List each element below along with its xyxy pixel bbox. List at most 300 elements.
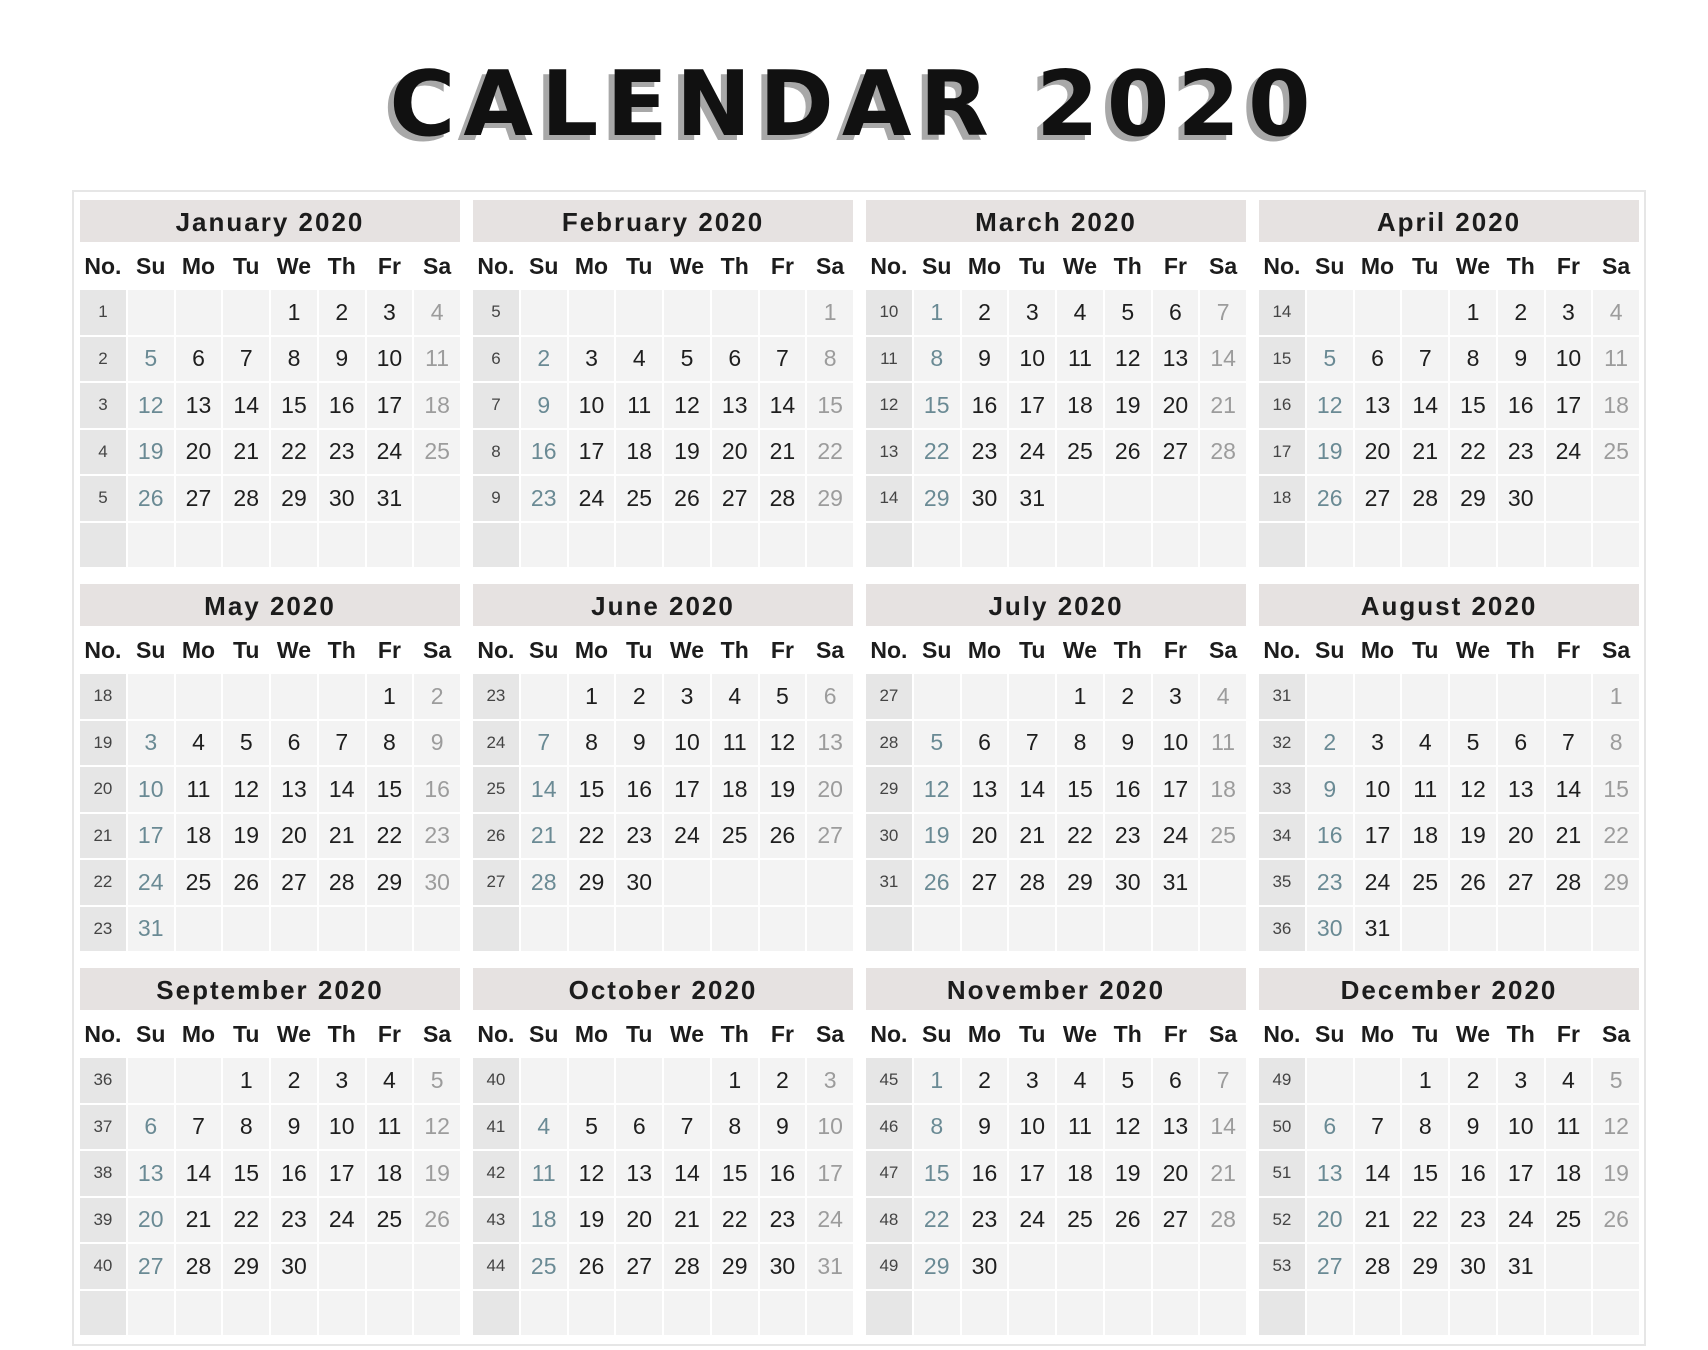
weekday-header: Su [914,244,960,288]
weekday-header: Fr [1153,1012,1199,1056]
day-cell [176,907,222,952]
week-number: 22 [80,860,126,905]
weekday-header: Fr [1546,1012,1592,1056]
day-cell [1546,523,1592,568]
day-cell: 19 [414,1151,460,1196]
day-cell [664,290,710,335]
day-cell: 22 [223,1198,269,1243]
day-cell: 16 [1450,1151,1496,1196]
day-cell: 7 [223,337,269,382]
day-cell: 31 [1009,476,1055,521]
day-cell: 6 [176,337,222,382]
day-cell [569,1291,615,1336]
week-row [866,1198,1246,1243]
day-cell [807,860,853,905]
week-row [473,430,853,475]
weekday-header: Mo [962,1012,1008,1056]
day-cell: 20 [1355,430,1401,475]
weekday-header: Tu [223,628,269,672]
day-cell [319,1244,365,1289]
weekday-header: Tu [223,1012,269,1056]
day-cell: 9 [962,337,1008,382]
week-row [473,1198,853,1243]
day-cell: 25 [616,476,662,521]
day-cell: 21 [223,430,269,475]
week-row [80,1151,460,1196]
day-cell: 23 [962,1198,1008,1243]
day-cell: 1 [271,290,317,335]
week-number: 37 [80,1105,126,1150]
day-cell: 29 [807,476,853,521]
week-row [866,767,1246,812]
day-cell: 21 [760,430,806,475]
month-table [471,1010,855,1337]
week-number: 8 [473,430,519,475]
week-number: 2 [80,337,126,382]
day-cell: 11 [1200,721,1246,766]
day-cell [914,907,960,952]
day-cell [712,290,758,335]
week-row [80,860,460,905]
day-cell [962,1291,1008,1336]
week-number: 18 [80,674,126,719]
day-cell [1105,1244,1151,1289]
day-cell: 22 [569,814,615,859]
day-cell: 1 [914,290,960,335]
month-table [864,242,1248,569]
weekday-header-row [1259,244,1639,288]
week-row [80,1058,460,1103]
day-cell [1200,860,1246,905]
weekday-header: Su [1307,244,1353,288]
day-cell: 6 [271,721,317,766]
day-cell: 14 [223,383,269,428]
day-cell: 11 [1402,767,1448,812]
day-cell: 28 [521,860,567,905]
day-cell: 7 [176,1105,222,1150]
day-cell: 7 [1402,337,1448,382]
day-cell: 6 [712,337,758,382]
week-number-header: No. [866,628,912,672]
day-cell: 14 [176,1151,222,1196]
week-number: 15 [1259,337,1305,382]
day-cell: 3 [367,290,413,335]
day-cell: 27 [1153,430,1199,475]
month-block [473,200,853,570]
month-table [78,1010,462,1337]
day-cell: 13 [616,1151,662,1196]
day-cell [1009,1244,1055,1289]
day-cell [1402,523,1448,568]
weekday-header: Sa [414,244,460,288]
day-cell [1402,1291,1448,1336]
day-cell [807,1291,853,1336]
week-number: 3 [80,383,126,428]
day-cell [962,907,1008,952]
day-cell: 16 [319,383,365,428]
day-cell [1105,523,1151,568]
day-cell [712,1291,758,1336]
day-cell: 13 [1498,767,1544,812]
week-row [1259,1291,1639,1336]
week-row [1259,1244,1639,1289]
day-cell [962,674,1008,719]
weekday-header-row [473,628,853,672]
day-cell [1057,1291,1103,1336]
day-cell: 17 [1355,814,1401,859]
day-cell: 12 [1593,1105,1639,1150]
weekday-header: Sa [1593,628,1639,672]
day-cell: 3 [1546,290,1592,335]
day-cell: 15 [807,383,853,428]
day-cell: 2 [1498,290,1544,335]
day-cell: 18 [712,767,758,812]
day-cell: 24 [1498,1198,1544,1243]
day-cell: 19 [914,814,960,859]
month-table [471,242,855,569]
day-cell: 4 [1593,290,1639,335]
week-number: 21 [80,814,126,859]
week-number [866,907,912,952]
day-cell: 1 [807,290,853,335]
day-cell: 10 [1355,767,1401,812]
week-number: 52 [1259,1198,1305,1243]
week-number: 9 [473,476,519,521]
day-cell: 24 [367,430,413,475]
week-number: 27 [866,674,912,719]
weekday-header: Su [521,244,567,288]
day-cell: 21 [1200,383,1246,428]
week-row [1259,337,1639,382]
day-cell: 24 [1009,430,1055,475]
day-cell [569,523,615,568]
day-cell: 10 [1009,337,1055,382]
week-row [1259,290,1639,335]
day-cell: 16 [271,1151,317,1196]
day-cell: 21 [1402,430,1448,475]
day-cell [914,1291,960,1336]
day-cell: 29 [914,1244,960,1289]
weekday-header: Th [1105,628,1151,672]
week-row [866,476,1246,521]
week-row [80,1198,460,1243]
day-cell: 5 [760,674,806,719]
day-cell: 8 [914,1105,960,1150]
day-cell: 23 [271,1198,317,1243]
weekday-header: Sa [807,628,853,672]
week-number: 43 [473,1198,519,1243]
weekday-header: Mo [176,1012,222,1056]
day-cell: 12 [914,767,960,812]
day-cell: 13 [271,767,317,812]
day-cell [807,907,853,952]
day-cell: 4 [616,337,662,382]
weekday-header: Fr [760,628,806,672]
weekday-header: Mo [962,244,1008,288]
week-number [473,907,519,952]
week-row [1259,476,1639,521]
week-number: 29 [866,767,912,812]
day-cell: 20 [271,814,317,859]
day-cell [1307,1291,1353,1336]
day-cell: 12 [1450,767,1496,812]
day-cell [128,290,174,335]
day-cell: 27 [616,1244,662,1289]
day-cell: 2 [271,1058,317,1103]
day-cell: 5 [1105,1058,1151,1103]
weekday-header: Th [712,1012,758,1056]
weekday-header: Tu [1402,244,1448,288]
week-row [80,814,460,859]
week-number: 38 [80,1151,126,1196]
month-block [1259,584,1639,954]
day-cell [176,1291,222,1336]
week-row [866,1291,1246,1336]
day-cell: 14 [760,383,806,428]
month-table [1257,626,1641,953]
week-row [866,523,1246,568]
day-cell: 11 [1546,1105,1592,1150]
month-title: April 2020 [1259,200,1639,242]
day-cell [1153,1291,1199,1336]
week-row [80,674,460,719]
day-cell: 13 [1307,1151,1353,1196]
day-cell: 14 [1200,337,1246,382]
weekday-header-row [866,244,1246,288]
day-cell: 8 [712,1105,758,1150]
day-cell: 2 [521,337,567,382]
weekday-header: Fr [367,628,413,672]
month-block [866,968,1246,1338]
week-number: 16 [1259,383,1305,428]
month-block [473,584,853,954]
day-cell: 26 [1105,1198,1151,1243]
day-cell: 21 [319,814,365,859]
day-cell: 19 [1593,1151,1639,1196]
day-cell: 25 [521,1244,567,1289]
day-cell: 6 [616,1105,662,1150]
week-row [866,721,1246,766]
day-cell: 8 [271,337,317,382]
day-cell: 26 [1307,476,1353,521]
week-number: 6 [473,337,519,382]
weekday-header: Tu [1009,1012,1055,1056]
day-cell [1057,907,1103,952]
day-cell: 25 [712,814,758,859]
day-cell: 8 [1593,721,1639,766]
weekday-header: Th [1498,628,1544,672]
day-cell [1593,907,1639,952]
day-cell [521,1291,567,1336]
day-cell: 9 [271,1105,317,1150]
day-cell: 1 [914,1058,960,1103]
weekday-header: Sa [1593,244,1639,288]
day-cell: 15 [1057,767,1103,812]
week-row [1259,721,1639,766]
week-number: 23 [473,674,519,719]
day-cell: 18 [1593,383,1639,428]
week-row [1259,430,1639,475]
day-cell: 30 [1307,907,1353,952]
weekday-header-row [80,244,460,288]
week-number: 28 [866,721,912,766]
day-cell [521,674,567,719]
day-cell: 10 [128,767,174,812]
day-cell: 3 [569,337,615,382]
day-cell: 11 [1593,337,1639,382]
month-title: November 2020 [866,968,1246,1010]
day-cell [521,907,567,952]
week-row [866,290,1246,335]
day-cell [271,907,317,952]
weekday-header: Su [914,1012,960,1056]
day-cell [760,860,806,905]
weekday-header: Th [1498,1012,1544,1056]
day-cell: 12 [1105,337,1151,382]
day-cell [1402,907,1448,952]
day-cell: 5 [128,337,174,382]
week-row [80,1105,460,1150]
day-cell [1450,1291,1496,1336]
month-block [1259,968,1639,1338]
day-cell: 20 [1498,814,1544,859]
day-cell [1307,674,1353,719]
day-cell: 5 [414,1058,460,1103]
day-cell: 14 [1546,767,1592,812]
day-cell: 23 [760,1198,806,1243]
week-row [1259,674,1639,719]
day-cell: 28 [1402,476,1448,521]
day-cell: 18 [521,1198,567,1243]
weekday-header: Mo [962,628,1008,672]
day-cell: 31 [1153,860,1199,905]
day-cell [176,1058,222,1103]
week-row [473,1244,853,1289]
day-cell: 28 [319,860,365,905]
day-cell: 7 [1355,1105,1401,1150]
week-row [473,1058,853,1103]
day-cell: 22 [712,1198,758,1243]
week-number-header: No. [1259,244,1305,288]
day-cell: 17 [1009,1151,1055,1196]
week-number: 39 [80,1198,126,1243]
day-cell [760,1291,806,1336]
week-row [80,721,460,766]
week-number: 49 [1259,1058,1305,1103]
weekday-header: Th [1105,244,1151,288]
week-row [866,1151,1246,1196]
week-number [1259,1291,1305,1336]
day-cell: 23 [319,430,365,475]
week-number: 25 [473,767,519,812]
day-cell [1355,674,1401,719]
month-title: October 2020 [473,968,853,1010]
week-number: 26 [473,814,519,859]
month-title: September 2020 [80,968,460,1010]
weekday-header: Tu [1402,628,1448,672]
day-cell: 10 [1153,721,1199,766]
day-cell: 9 [760,1105,806,1150]
day-cell: 25 [1057,1198,1103,1243]
day-cell: 19 [569,1198,615,1243]
day-cell: 29 [223,1244,269,1289]
day-cell: 9 [414,721,460,766]
day-cell: 25 [1593,430,1639,475]
day-cell: 24 [569,476,615,521]
day-cell: 22 [1402,1198,1448,1243]
weekday-header: Su [1307,628,1353,672]
month-title: February 2020 [473,200,853,242]
week-row [473,721,853,766]
day-cell [367,907,413,952]
week-row [473,767,853,812]
day-cell [1498,907,1544,952]
week-number: 10 [866,290,912,335]
day-cell: 22 [914,1198,960,1243]
week-number: 14 [1259,290,1305,335]
week-number [866,523,912,568]
day-cell: 18 [176,814,222,859]
week-number: 53 [1259,1244,1305,1289]
weekday-header: We [664,244,710,288]
week-number: 31 [866,860,912,905]
day-cell: 14 [521,767,567,812]
day-cell [367,523,413,568]
day-cell: 24 [319,1198,365,1243]
weekday-header: Sa [1200,1012,1246,1056]
day-cell: 11 [712,721,758,766]
day-cell [1498,674,1544,719]
day-cell: 8 [1450,337,1496,382]
weekday-header: Tu [616,628,662,672]
weekday-header: Tu [616,244,662,288]
weekday-header: Mo [1355,244,1401,288]
day-cell: 15 [1593,767,1639,812]
day-cell: 10 [664,721,710,766]
weekday-header: Mo [569,628,615,672]
day-cell: 16 [962,1151,1008,1196]
day-cell: 19 [128,430,174,475]
day-cell: 16 [962,383,1008,428]
weekday-header: Sa [1593,1012,1639,1056]
week-row [1259,1058,1639,1103]
day-cell: 17 [128,814,174,859]
day-cell [414,1291,460,1336]
day-cell: 27 [1498,860,1544,905]
day-cell: 25 [1057,430,1103,475]
day-cell: 18 [414,383,460,428]
day-cell [521,1058,567,1103]
day-cell: 10 [319,1105,365,1150]
day-cell: 22 [271,430,317,475]
day-cell: 10 [1498,1105,1544,1150]
day-cell: 18 [1057,1151,1103,1196]
day-cell: 13 [1355,383,1401,428]
week-row [1259,860,1639,905]
month-block [80,200,460,570]
day-cell: 22 [1450,430,1496,475]
weekday-header: Fr [1546,244,1592,288]
day-cell: 21 [1200,1151,1246,1196]
week-row [866,674,1246,719]
day-cell: 5 [1593,1058,1639,1103]
day-cell: 27 [128,1244,174,1289]
day-cell: 3 [319,1058,365,1103]
month-title: March 2020 [866,200,1246,242]
day-cell: 23 [1105,814,1151,859]
day-cell: 11 [367,1105,413,1150]
day-cell: 4 [414,290,460,335]
